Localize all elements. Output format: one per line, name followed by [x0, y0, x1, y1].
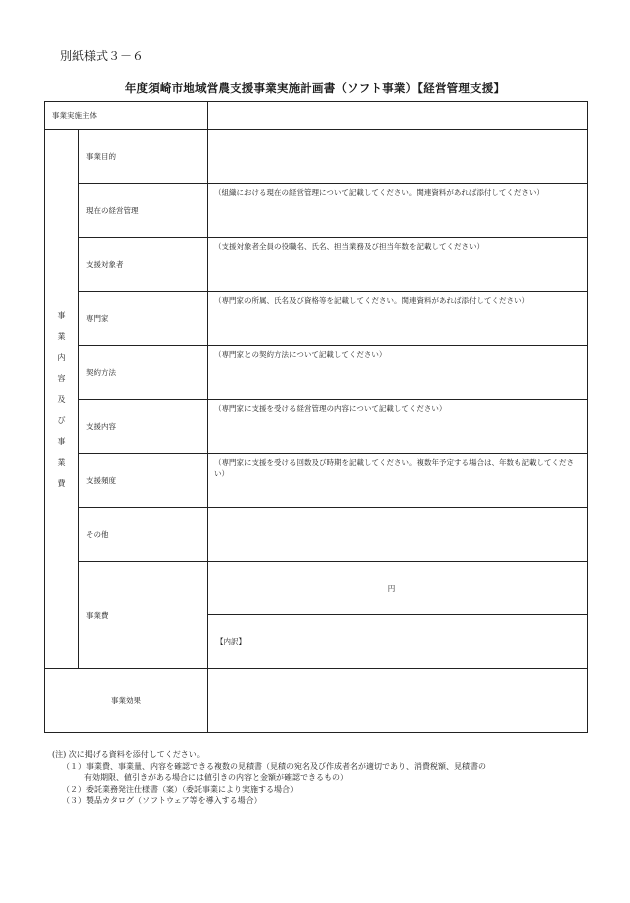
purpose-field[interactable] [208, 130, 588, 184]
current-management-label: 現在の経営管理 [79, 184, 208, 238]
table-row [45, 102, 588, 130]
section-label-vertical [45, 130, 79, 669]
contract-method-field[interactable]: （専門家との契約方法について記載してください） [208, 346, 588, 400]
support-frequency-field[interactable]: （専門家に支援を受ける回数及び時期を記載してください。複数年予定する場合は、年数も記載してください） [208, 454, 588, 508]
table-row [45, 562, 588, 615]
table-row [45, 400, 588, 454]
yen-unit: 円 [387, 583, 396, 593]
table-row [45, 238, 588, 292]
note-item-2: （２）委託業務発注仕様書（案）（委託事業により実施する場合） [62, 784, 298, 794]
form-number: 別紙様式３－６ [60, 49, 145, 63]
project-effect-label: 事業効果 [45, 669, 208, 733]
table-row [45, 454, 588, 508]
support-target-field[interactable]: （支援対象者全員の役職名、氏名、担当業務及び担当年数を記載してください） [208, 238, 588, 292]
support-frequency-label: 支援頻度 [79, 454, 208, 508]
other-field[interactable] [208, 508, 588, 562]
note-item-3: （３）製品カタログ（ソフトウェア等を導入する場合） [62, 796, 262, 805]
implementer-field[interactable] [208, 102, 588, 130]
project-effect-field[interactable] [208, 669, 588, 733]
table-row [45, 292, 588, 346]
breakdown-label: 【内訳】 [216, 637, 246, 646]
current-management-field[interactable]: （組織における現在の経営管理について記載してください。関連資料があれば添付してください） [208, 184, 588, 238]
other-label: その他 [79, 508, 208, 562]
note-item-1: （１）事業費、事業量、内容を確認できる複数の見積書（見積の宛名及び作成者名が適切であり、消費税額、見積書の [62, 761, 486, 771]
section-char: 費 [57, 478, 66, 488]
section-char: 業 [57, 331, 66, 341]
implementer-label: 事業実施主体 [45, 102, 208, 130]
section-char: 内 [57, 352, 66, 362]
section-char: び [57, 415, 66, 425]
purpose-label: 事業目的 [79, 130, 208, 184]
table-row [45, 508, 588, 562]
section-char: 事 [57, 436, 66, 446]
section-char: 業 [57, 457, 66, 467]
contract-method-label: 契約方法 [79, 346, 208, 400]
table-row [45, 346, 588, 400]
section-char: 事 [57, 310, 66, 320]
table-row [45, 130, 588, 184]
note-item-1-continuation: 有効期限、値引きがある場合には値引きの内容と金額が確認できるもの） [84, 773, 348, 782]
project-cost-label: 事業費 [79, 562, 208, 669]
section-char: 容 [57, 373, 66, 383]
plan-table [44, 101, 588, 733]
notes-intro: (注) 次に掲げる資料を添付してください。 [52, 750, 205, 759]
document-title: 年度須崎市地域営農支援事業実施計画書（ソフト事業）【経営管理支援】 [124, 81, 506, 95]
table-row [45, 669, 588, 733]
notes [52, 749, 597, 807]
cost-amount-field[interactable] [208, 562, 588, 615]
section-char: 及 [57, 394, 66, 404]
support-content-field[interactable]: （専門家に支援を受ける経営管理の内容について記載してください） [208, 400, 588, 454]
expert-label: 専門家 [79, 292, 208, 346]
table-row [45, 184, 588, 238]
support-target-label: 支援対象者 [79, 238, 208, 292]
support-content-label: 支援内容 [79, 400, 208, 454]
expert-field[interactable]: （専門家の所属、氏名及び資格等を記載してください。関連資料があれば添付してください） [208, 292, 588, 346]
cost-breakdown-field[interactable] [208, 615, 588, 669]
